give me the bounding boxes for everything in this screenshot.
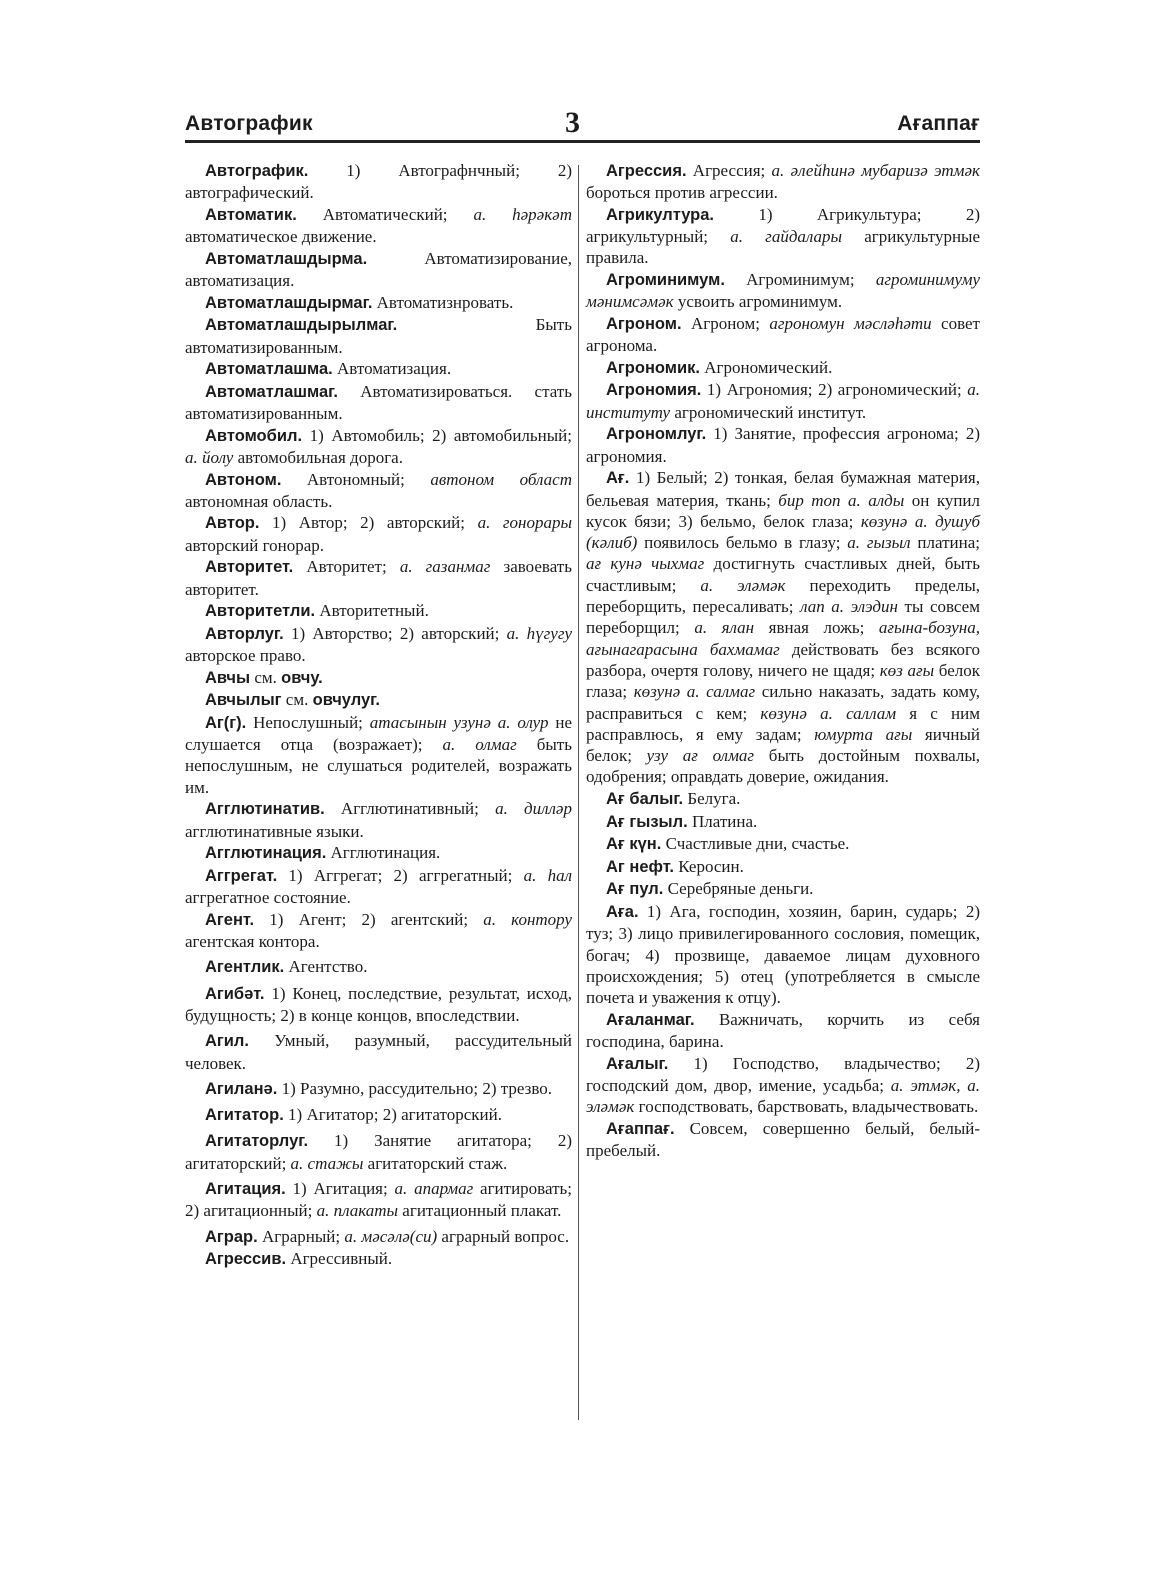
dictionary-entry (185, 358, 572, 380)
definition-text: появилось бельмо в глазу; (637, 533, 848, 553)
definition-text: аграрный вопрос. (437, 1226, 570, 1246)
definition-text: 1) Разумно, рассудительно; 2) трезво. (277, 1078, 553, 1098)
headword: овчу. (281, 668, 323, 687)
headword: Ағ. (606, 469, 630, 488)
definition-text: 1) Аггрегат; 2) аггрегатный; (277, 865, 524, 885)
example-phrase: а. эләмәк (700, 575, 786, 595)
example-phrase: а. мәсәлә(си) (344, 1226, 438, 1246)
dictionary-entry (185, 381, 572, 425)
example-phrase: а. гызыл (847, 533, 911, 553)
definition-text: Автоматизироваться. стать автоматизированным. (185, 381, 572, 424)
definition-text: достигнуть счастливых дней, быть счастливым; (586, 554, 980, 595)
header-first-word: Автографик (185, 112, 313, 135)
dictionary-entry (185, 865, 572, 909)
dictionary-entry (586, 313, 980, 357)
dictionary-entry (185, 689, 572, 711)
headword: Ағ пул. (606, 880, 664, 899)
definition-text: бороться против агрессии. (586, 183, 778, 203)
definition-text: 1) Агитация; (285, 1179, 395, 1198)
dictionary-entry (185, 204, 572, 248)
definition-text: Платина. (687, 811, 758, 831)
definition-text: Важничать, корчить из себя господина, барина. (586, 1009, 980, 1052)
headword: Агрессия. (606, 162, 687, 180)
headword: Автоматлашма. (205, 360, 333, 379)
dictionary-entry (185, 983, 572, 1027)
definition-text: Белуга. (683, 788, 741, 808)
headword: Аға. (606, 902, 639, 921)
example-phrase: ағына-бозуна, ағынагарасына бахмамаг (586, 618, 980, 659)
dictionary-entry (185, 1178, 572, 1222)
dictionary-entry (586, 379, 980, 423)
dictionary-entry (586, 204, 980, 269)
example-phrase: ағ кунә чыхмаг (586, 554, 705, 574)
definition-text: Агроном; (681, 313, 770, 333)
definition-text: 1) Занятие агитатора; 2) агитаторский; (185, 1131, 572, 1173)
headword: овчулуг. (312, 691, 380, 710)
definition-text: ты совсем переборщил; (586, 597, 980, 638)
definition-text: Керосин. (673, 856, 744, 876)
example-phrase: көзунә а. салмаг (633, 682, 756, 702)
definition-text: 1) Белый; 2) тонкая, белая бумажная материя, бельевая материя, ткань; (586, 468, 980, 510)
definition-text: господствовать, барствовать, владычествовать. (634, 1097, 979, 1117)
definition-text: Агроминимум; (724, 270, 876, 290)
definition-text: Быть автоматизированным. (185, 315, 572, 357)
definition-text: аггрегатное состояние. (185, 888, 351, 908)
definition-text: автомобильная дорога. (233, 447, 403, 467)
example-phrase: лап а. элэдин (800, 597, 898, 617)
example-phrase: а. әлейһинә мубаризә этмәк (771, 161, 980, 180)
dictionary-entry (586, 160, 980, 204)
example-phrase: көзунә а. душуб (кәлиб) (586, 511, 980, 553)
dictionary-entry (185, 600, 572, 622)
dictionary-entry (185, 512, 572, 556)
dictionary-entry (185, 956, 572, 978)
definition-text: 1) Агрономия; 2) агрономический; (701, 380, 968, 400)
headword: Агибәт. (205, 984, 265, 1003)
example-phrase: а. контору (483, 909, 572, 929)
example-phrase: бир топ а. алды (778, 490, 905, 510)
dictionary-entry (586, 878, 980, 900)
dictionary-entry (185, 556, 572, 600)
definition-text: Непослушный; (246, 712, 370, 732)
headword: Аггрегат. (205, 866, 278, 885)
dictionary-entry (185, 712, 572, 798)
example-phrase: көзунә а. саллам (760, 703, 897, 723)
definition-text: быть непослушным, не слушаться родителей, возражать им. (185, 735, 572, 797)
definition-text: автономная область. (185, 491, 333, 511)
example-phrase: юмурта ағы (814, 724, 913, 744)
definition-text: Агрономический. (699, 357, 833, 377)
dictionary-entry (185, 1226, 572, 1248)
definition-text: см. (250, 667, 282, 687)
definition-text: Счастливые дни, счастье. (661, 834, 850, 854)
headword: Ағ гызыл. (606, 812, 688, 831)
definition-text: 1) Автомобиль; 2) автомобильный; (302, 425, 572, 445)
definition-text: белок глаза; (586, 660, 980, 702)
headword: Агроминимум. (606, 271, 725, 290)
headword: Агглютинатив. (205, 800, 325, 819)
headword: Ағаппағ. (606, 1119, 675, 1138)
dictionary-entry (586, 357, 980, 379)
dictionary-entry (586, 811, 980, 833)
definition-text: 1) Господство, владычество; 2) господский дом, двор, имение, усадьба; (586, 1053, 980, 1095)
definition-text: агглютинативные языки. (185, 821, 364, 841)
example-phrase: а. апармаг (394, 1179, 474, 1198)
headword: Агентлик. (205, 958, 285, 977)
definition-text: Серебряные деньги. (663, 879, 814, 899)
definition-text: см. (281, 690, 313, 710)
example-phrase: агроминимуму мәнимсәмәк (586, 270, 980, 312)
definition-text: авторский гонорар. (185, 535, 325, 555)
dictionary-entry (586, 423, 980, 467)
definition-text: агрономический институт. (670, 402, 867, 422)
definition-text: Умный, разумный, рассудительный человек. (185, 1031, 572, 1073)
definition-text: авторское право. (185, 646, 306, 666)
headword: Автоматлашмаг. (205, 382, 338, 401)
example-phrase: а. гонорары (477, 513, 572, 533)
dictionary-entry (185, 248, 572, 292)
headword: Агрономик. (606, 358, 700, 377)
dictionary-entry (185, 1248, 572, 1270)
headword: Автоматик. (205, 205, 297, 224)
definition-text: Автоматизирование, автоматизация. (185, 248, 572, 291)
header-rule (185, 140, 980, 143)
headword: Автографик. (205, 162, 309, 180)
dictionary-entry (185, 1030, 572, 1074)
definition-text: автоматическое движение. (185, 227, 377, 247)
definition-text: 1) Агент; 2) агентский; (254, 909, 484, 929)
headword: Автоматлашдырмаг. (205, 293, 373, 312)
definition-text: Агентство. (284, 957, 368, 977)
example-phrase: а. һал (523, 865, 572, 885)
definition-text: Авторитет; (293, 557, 400, 577)
dictionary-entry (586, 1118, 980, 1162)
example-phrase: а. олмаг (442, 735, 517, 755)
definition-text: Агрессия; (686, 161, 772, 180)
headword: Ағ күн. (606, 835, 662, 854)
definition-text: не слушается отца (возражает); (185, 712, 572, 755)
dictionary-entry (185, 292, 572, 314)
definition-text: 1) Ага, господин, хозяин, барин, сударь; 2) туз; 3) лицо привилегированного сословия, помещик, богач; 4) прозвище, даваемое лицам духовного происхождения; 5) отец (употребляется в смысле почета и уважения к отцу). (586, 901, 980, 1008)
definition-text: Агглютинация. (326, 843, 441, 863)
definition-text: действовать без всякого разбора, очертя голову, ничего не щадя; (586, 639, 980, 680)
dictionary-entry (185, 314, 572, 358)
definition-text: Автоматизнровать. (372, 292, 514, 312)
headword: Авторитет. (205, 558, 294, 577)
headword: Аг(г). (205, 713, 247, 732)
dictionary-entry (586, 1053, 980, 1118)
definition-text: Автоматический; (296, 204, 474, 224)
example-phrase: агрономун мәсләһәти (769, 313, 932, 333)
definition-text: переходить пределы, переборщить, пересаливать; (586, 575, 980, 617)
headword: Агитаторлуг. (205, 1132, 309, 1151)
definition-text: 1) Конец, последствие, результат, исход, будущность; 2) в конце концов, впоследствии. (185, 983, 572, 1025)
definition-text: сильно наказать, задать кому, расправиться с кем; (586, 682, 980, 723)
headword: Автоматлашдырылмаг. (205, 316, 398, 335)
headword: Ағаланмаг. (606, 1010, 695, 1029)
example-phrase: а. һүгугу (506, 623, 572, 643)
page-number: 3 (565, 106, 580, 139)
definition-text: Совсем, совершенно белый, белый-пребелый. (586, 1118, 980, 1161)
headword: Авчылыг (205, 691, 282, 710)
definition-text: агентская контора. (185, 932, 320, 952)
dictionary-entry (586, 856, 980, 878)
headword: Агент. (205, 910, 255, 929)
dictionary-entry (185, 623, 572, 667)
headword: Автор. (205, 514, 260, 533)
definition-text: Агглютинативный; (324, 799, 496, 819)
dictionary-entry (185, 667, 572, 689)
headword: Аг нефт. (606, 857, 674, 876)
dictionary-entry (586, 901, 980, 1008)
definition-text: совет агронома. (586, 313, 980, 356)
dictionary-entry (586, 833, 980, 855)
running-header (185, 108, 980, 144)
definition-text: 1) Агрикультура; 2) агрикультурный; (586, 204, 980, 247)
headword: Авторлуг. (205, 624, 284, 643)
example-phrase: а. институту (586, 380, 980, 422)
example-phrase: а. гайдалары (730, 227, 843, 247)
dictionary-entry (586, 269, 980, 313)
definition-text: платина; (910, 533, 980, 553)
example-phrase: автоном област (430, 469, 572, 489)
example-phrase: а. дилләр (495, 799, 572, 819)
header-last-word: Ағаппағ (897, 112, 980, 135)
headword: Автоном. (205, 470, 282, 489)
headword: Агитация. (205, 1180, 286, 1198)
headword: Агиланә. (205, 1079, 278, 1098)
definition-text: 1) Автор; 2) авторский; (259, 513, 478, 533)
definition-text: он купил кусок бязи; 3) бельмо, белок глаза; (586, 490, 981, 531)
example-phrase: атасынын узунә а. олур (369, 712, 549, 732)
right-column (586, 160, 980, 1162)
definition-text: Агрессивный. (286, 1249, 393, 1269)
definition-text: 1) Автографнчный; 2) автографический. (185, 161, 572, 203)
example-phrase: а. һәрәкәт (473, 204, 572, 224)
example-phrase: а. йолу (185, 447, 234, 467)
dictionary-entry (185, 909, 572, 953)
dictionary-entry (185, 469, 572, 513)
definition-text: 1) Агитатор; 2) агитаторский. (283, 1105, 502, 1125)
dictionary-entry (586, 467, 980, 787)
example-phrase: а. этмәк, а. эләмәк (586, 1075, 980, 1117)
definition-text: Аграрный; (257, 1226, 345, 1246)
headword: Авчы (205, 668, 251, 687)
headword: Агрессив. (205, 1250, 287, 1269)
headword: Агитатор. (205, 1106, 284, 1125)
definition-text: Авторитетный. (315, 601, 429, 621)
dictionary-entry (185, 160, 572, 204)
example-phrase: а. ялан (694, 618, 755, 638)
headword: Ағ балыг. (606, 789, 684, 808)
dictionary-entry (185, 1104, 572, 1126)
headword: Автоматлашдырма. (205, 249, 368, 268)
dictionary-entry (185, 842, 572, 864)
definition-text: я с ним расправлюсь, я ему задам; (586, 703, 980, 744)
dictionary-entry (185, 798, 572, 842)
headword: Агроном. (606, 314, 682, 333)
definition-text: агитаторский стаж. (363, 1153, 508, 1173)
dictionary-entry (586, 788, 980, 810)
definition-text: завоевать авторитет. (185, 557, 572, 599)
definition-text: агитировать; 2) агитационный; (185, 1179, 572, 1221)
headword: Агрономлуг. (606, 425, 707, 444)
headword: Ағалыг. (606, 1054, 669, 1073)
example-phrase: көз ағы (879, 660, 935, 680)
dictionary-entry (185, 425, 572, 469)
example-phrase: узу ағ олмаг (646, 746, 755, 766)
example-phrase: а. газанмаг (399, 557, 491, 577)
definition-text: 1) Авторство; 2) авторский; (283, 623, 507, 643)
headword: Агрономия. (606, 381, 702, 400)
left-column (185, 160, 572, 1271)
dictionary-entry (586, 1009, 980, 1053)
headword: Агглютинация. (205, 844, 327, 863)
example-phrase: а. плакаты (316, 1201, 399, 1221)
definition-text: Автономный; (281, 469, 431, 489)
headword: Агил. (205, 1032, 249, 1051)
headword: Агрикултура. (606, 205, 714, 224)
definition-text: 1) Занятие, профессия агронома; 2) агрономия. (586, 424, 980, 466)
headword: Аграр. (205, 1227, 258, 1246)
definition-text: усвоить агроминимум. (673, 292, 843, 312)
example-phrase: а. стажы (290, 1153, 364, 1173)
definition-text: Автоматизация. (332, 359, 452, 379)
definition-text: быть достойным похвалы, одобрения; оправдать доверие, ожидания. (586, 746, 980, 787)
headword: Автомобил. (205, 426, 303, 445)
headword: Авторитетли. (205, 602, 316, 621)
definition-text: агрикультурные правила. (586, 227, 981, 268)
definition-text: яичный белок; (586, 724, 980, 766)
dictionary-entry (185, 1078, 572, 1100)
definition-text: явная ложь; (754, 618, 879, 638)
definition-text: агитационный плакат. (398, 1201, 562, 1221)
column-divider (578, 165, 579, 1420)
dictionary-entry (185, 1130, 572, 1174)
